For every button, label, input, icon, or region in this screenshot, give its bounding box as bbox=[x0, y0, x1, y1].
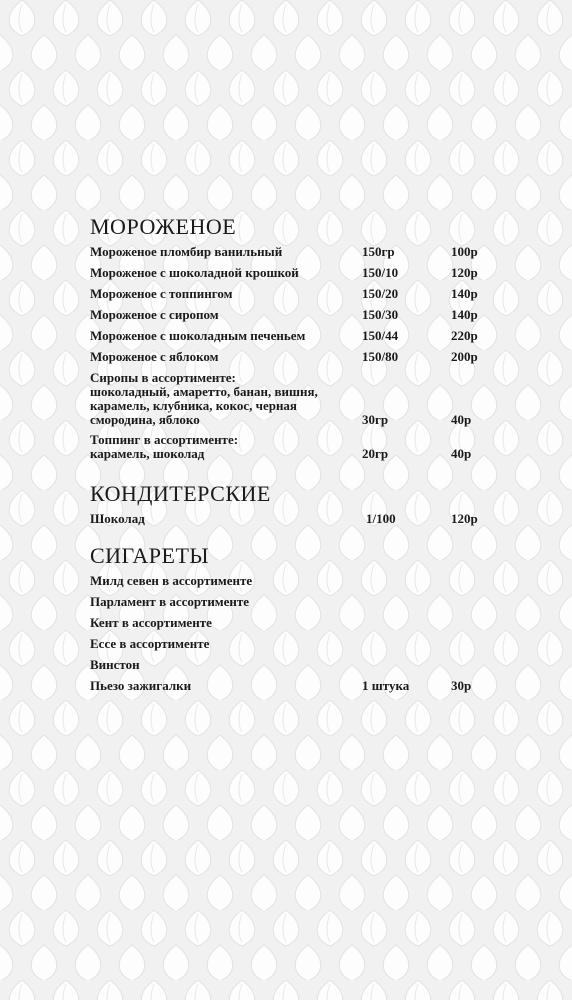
item-name: Мороженое с шоколадным печеньем bbox=[90, 328, 306, 343]
item-price: 140р bbox=[451, 307, 478, 322]
item-price: 40р bbox=[451, 412, 472, 427]
item-name: Парламент в ассортименте bbox=[90, 594, 250, 609]
item-qty: 150/30 bbox=[362, 307, 399, 322]
item-qty: 150гр bbox=[362, 244, 395, 259]
section-title-ice-cream: МОРОЖЕНОЕ bbox=[90, 214, 237, 239]
item-price: 200р bbox=[451, 349, 478, 364]
item-name: Сиропы в ассортименте: шоколадный, амаретто, банан, вишня, карамель, клубника, кокос, черная смородина, яблоко bbox=[90, 370, 318, 427]
item-price: 140р bbox=[451, 286, 478, 301]
section-title-confectionery: КОНДИТЕРСКИЕ bbox=[90, 481, 271, 506]
item-name: Мороженое пломбир ванильный bbox=[90, 244, 283, 259]
item-name: Винстон bbox=[90, 657, 140, 672]
item-name: Мороженое с сиропом bbox=[90, 307, 219, 322]
item-qty: 20гр bbox=[362, 446, 389, 461]
item-name: Пьезо зажигалки bbox=[90, 678, 192, 693]
item-price: 220р bbox=[451, 328, 478, 343]
item-qty: 150/80 bbox=[362, 349, 399, 364]
item-name: Топпинг в ассортименте: карамель, шоколад bbox=[90, 432, 239, 461]
item-name: Мороженое с топпингом bbox=[90, 286, 233, 301]
item-qty: 150/10 bbox=[362, 265, 399, 280]
item-name: Шоколад bbox=[90, 511, 145, 526]
item-name: Кент в ассортименте bbox=[90, 615, 212, 630]
item-qty: 150/20 bbox=[362, 286, 399, 301]
item-qty: 30гр bbox=[362, 412, 389, 427]
section-title-cigarettes: СИГАРЕТЫ bbox=[90, 543, 210, 568]
item-price: 100р bbox=[451, 244, 478, 259]
item-price: 120р bbox=[451, 265, 478, 280]
item-price: 120р bbox=[451, 511, 478, 526]
item-name: Ессе в ассортименте bbox=[90, 636, 210, 651]
item-qty: 1 штука bbox=[362, 678, 410, 693]
item-price: 40р bbox=[451, 446, 472, 461]
item-name: Милд севен в ассортименте bbox=[90, 573, 253, 588]
item-name: Мороженое с яблоком bbox=[90, 349, 219, 364]
item-price: 30р bbox=[451, 678, 472, 693]
item-name: Мороженое с шоколадной крошкой bbox=[90, 265, 299, 280]
item-qty: 150/44 bbox=[362, 328, 399, 343]
item-qty: 1/100 bbox=[366, 511, 396, 526]
